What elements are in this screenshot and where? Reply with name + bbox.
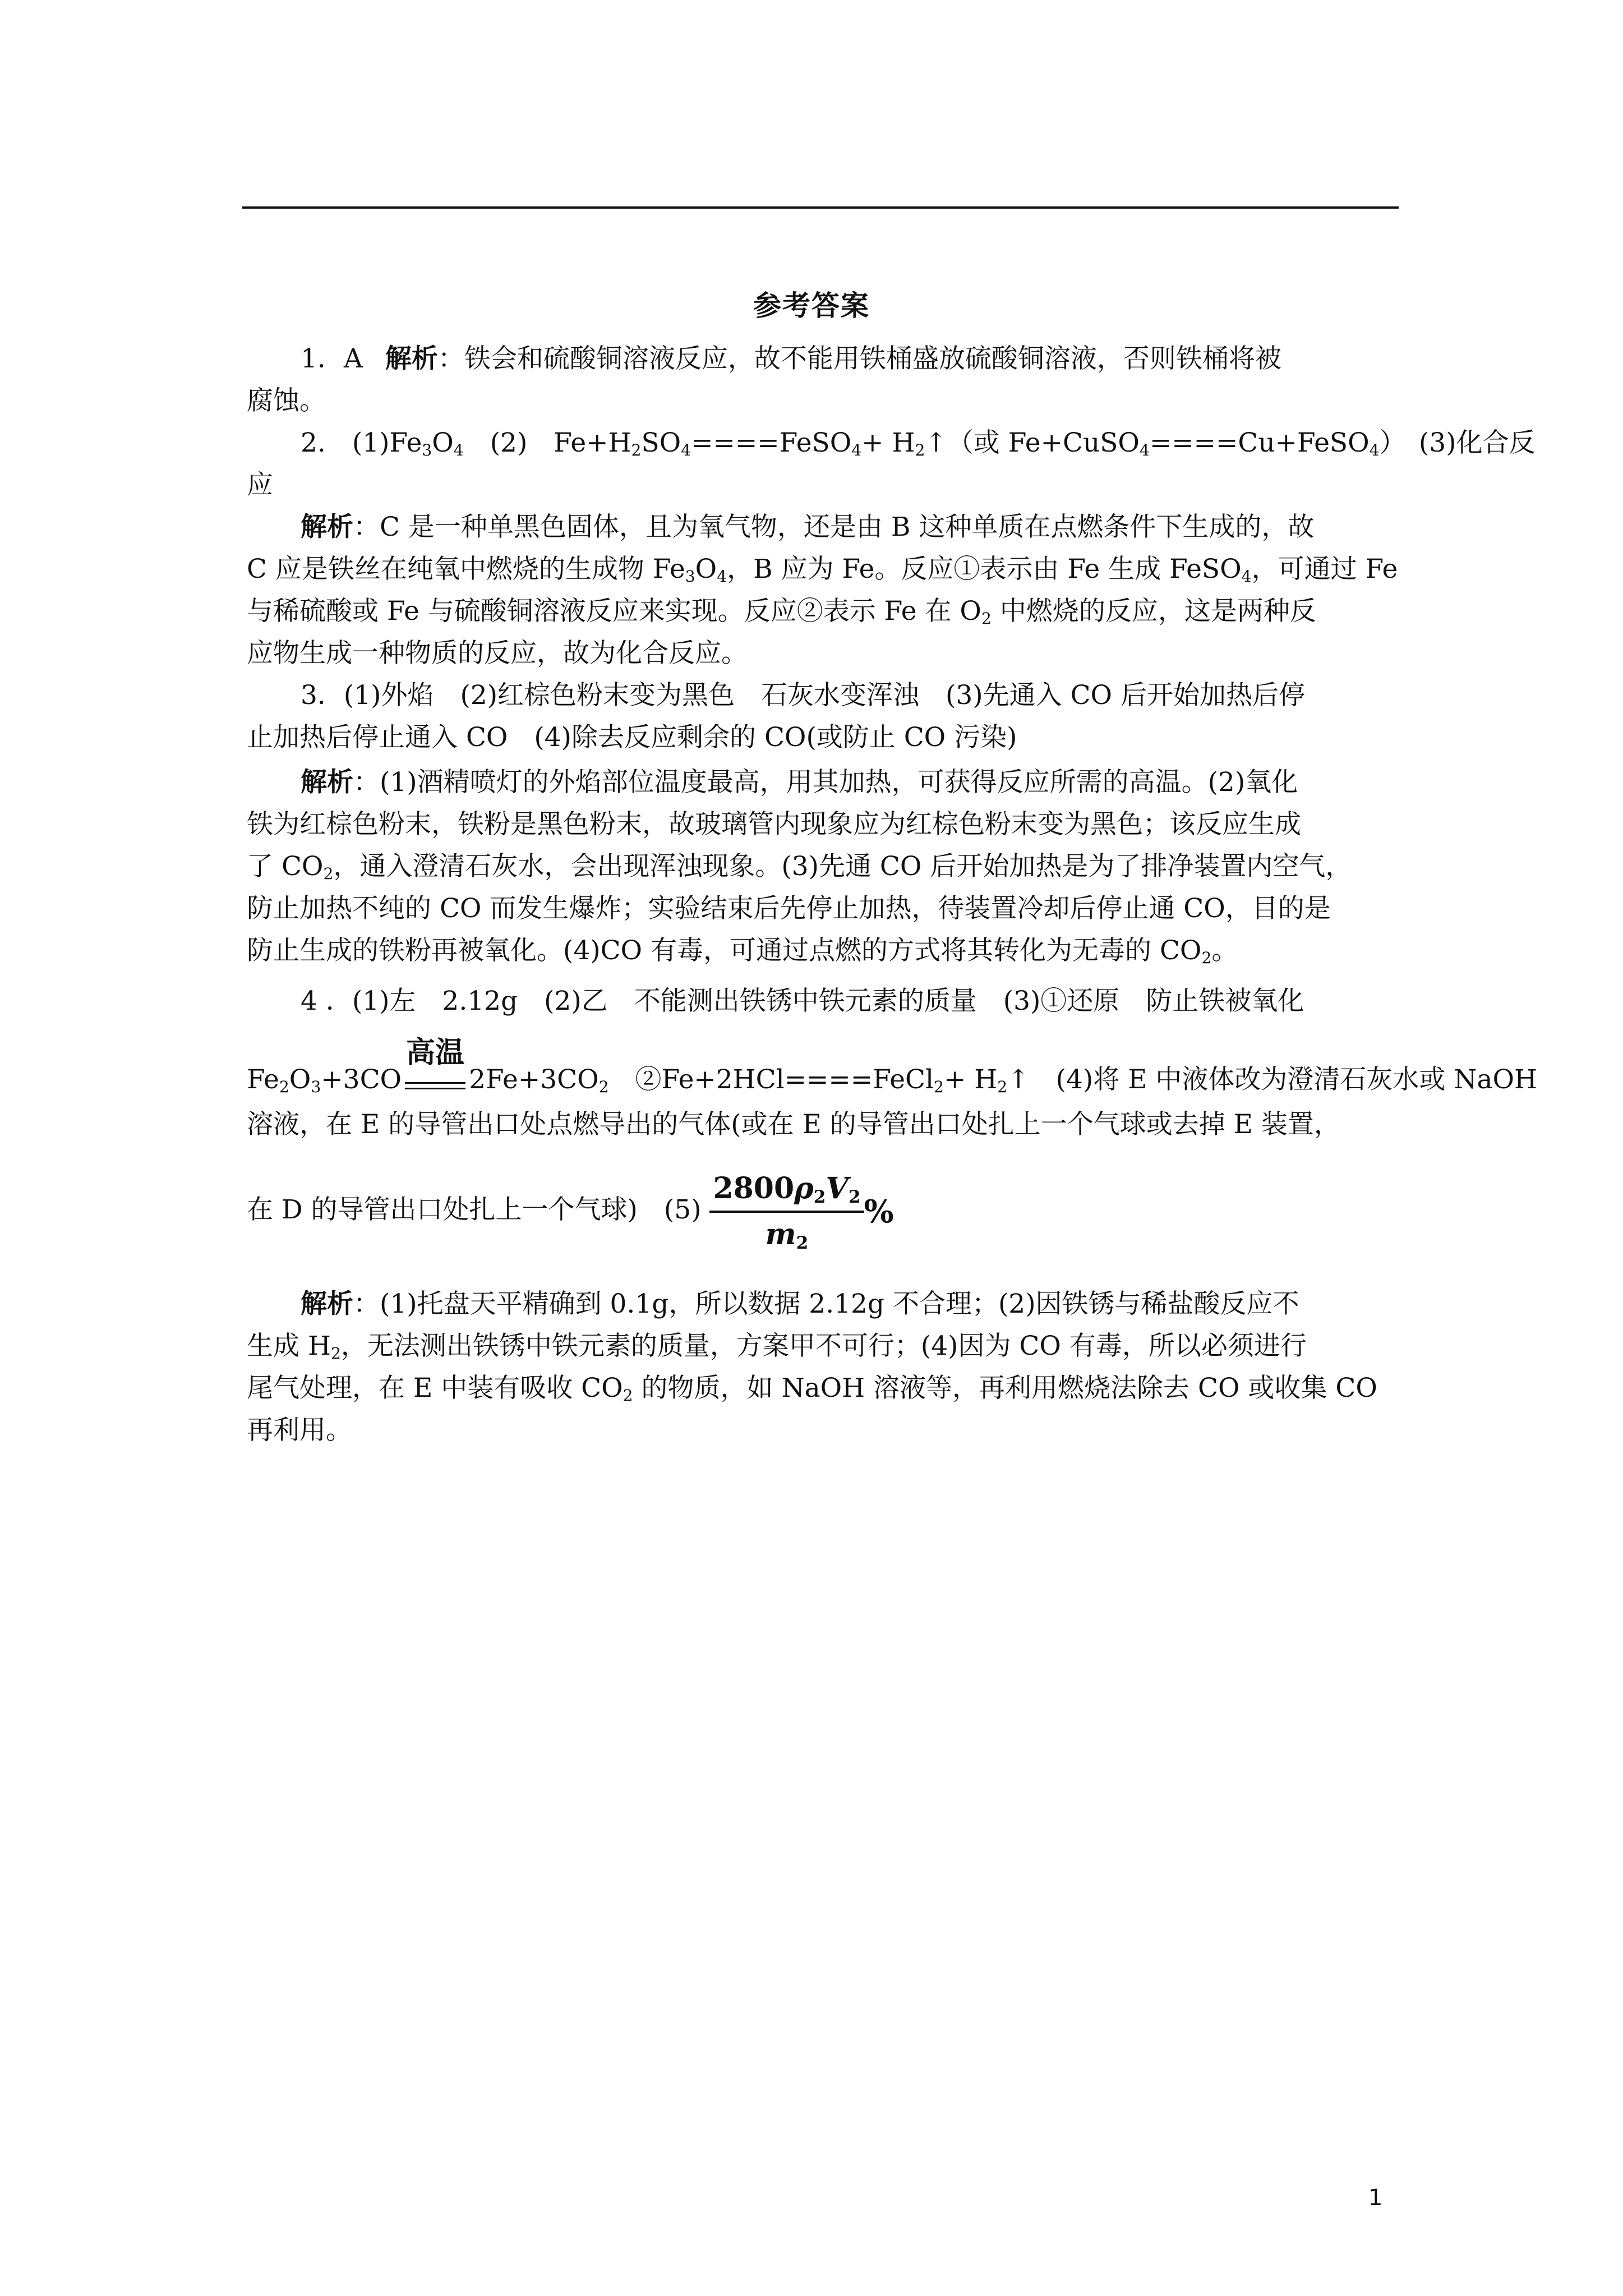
q1-number: 1．A: [301, 343, 363, 374]
q2-analysis-1: 解析：C 是一种单黑色固体，且为氧气物，还是由 B 这种单质在点燃条件下生成的，故: [301, 512, 1315, 542]
q3-analysis-4: 防止加热不纯的 CO 而发生爆炸；实验结束后先停止加热，待装置冷却后停止通 CO，目的是: [247, 893, 1331, 924]
q2-line-1: 2. $(1)Fe_3O_4$ (2) $Fe+H_2SO_4====FeSO_4+$ $H_2↑$（或 Fe+CuSO$_4$====Cu+FeSO$_4$） (3)化合反: [301, 427, 1536, 460]
q4-equation-line: $Fe_2O_3+3CO$ 高温 $2Fe+3CO_2$ ②Fe+2HCl====FeCl$_2$+ $H_2↑$ (4)将 E 中液体改为澄清石灰水或 NaOH: [247, 1057, 1537, 1102]
fraction-numerator: $2800\rho_2V_2$: [709, 1167, 864, 1213]
q1-line-2: 腐蚀。: [247, 385, 326, 416]
q2-analysis-2: C 应是铁丝在纯氧中燃烧的生成物 $Fe_3O_4$，B 应为 Fe。反应①表示由 Fe 生成 FeSO$_4$，可通过 Fe: [247, 554, 1398, 586]
page-number: 1: [1368, 2185, 1383, 2211]
q4-line-3: 溶液，在 E 的导管出口处点燃导出的气体(或在 E 的导管出口处扎上一个气球或去掉 E 装置，: [247, 1109, 1340, 1140]
q3-line-1: 3．(1)外焰 (2)红棕色粉末变为黑色 石灰水变浑浊 (3)先通入 CO 后开始加热后停: [301, 680, 1306, 711]
condition-label: 高温: [406, 1036, 465, 1070]
analysis-label: 解析: [385, 343, 438, 374]
q3-analysis-2: 铁为红棕色粉末，铁粉是黑色粉末，故玻璃管内现象应为红棕色粉末变为黑色；该反应生成: [247, 809, 1301, 840]
analysis-label: 解析: [301, 512, 353, 542]
q4-analysis-3: 尾气处理，在 E 中装有吸收 $CO_2$ 的物质，如 NaOH 溶液等，再利用燃烧法除去 CO 或收集 CO: [247, 1373, 1377, 1405]
percent-sign: %: [864, 1193, 894, 1230]
q3-analysis-3: 了 $CO_2$，通入澄清石灰水，会出现浑浊现象。(3)先通 CO 后开始加热是为了排净装置内空气，: [247, 851, 1352, 884]
q2-analysis-4: 应物生成一种物质的反应，故为化合反应。: [247, 638, 748, 669]
q3-analysis-5: 防止生成的铁粉再被氧化。(4)CO 有毒，可通过点燃的方式将其转化为无毒的 $CO_2$。: [247, 935, 1238, 968]
formula-fraction: [709, 1167, 864, 1257]
q4-analysis-2: 生成 $H_2$，无法测出铁锈中铁元素的质量，方案甲不可行；(4)因为 CO 有毒，所以必须进行: [247, 1331, 1307, 1363]
q4-line-4: 在 D 的导管出口处扎上一个气球) (5) $\frac{2800\rho_2V_2}{m_2}$ %: [247, 1167, 894, 1257]
header-rule: [242, 206, 1399, 209]
q3-line-2: 止加热后停止通入 CO (4)除去反应剩余的 CO(或防止 CO 污染): [247, 722, 1017, 753]
q4-analysis-1: 解析：(1)托盘天平精确到 0.1g，所以数据 2.12g 不合理；(2)因铁锈与稀盐酸反应不: [301, 1289, 1299, 1319]
page-title: 参考答案: [753, 289, 870, 322]
q4-analysis-4: 再利用。: [247, 1415, 352, 1446]
analysis-label: 解析: [301, 767, 353, 798]
q2-line-2: 应: [247, 470, 273, 500]
q2-analysis-3: 与稀硫酸或 Fe 与硫酸铜溶液反应来实现。反应②表示 Fe 在 $O_2$ 中燃烧的反应，这是两种反: [247, 596, 1316, 628]
fraction-denominator: $m_2$: [765, 1217, 809, 1253]
q1-line-1: [301, 337, 1281, 381]
analysis-label: 解析: [301, 1289, 353, 1319]
q1-analysis: ：铁会和硫酸铜溶液反应，故不能用铁桶盛放硫酸铜溶液，否则铁桶将被: [437, 343, 1281, 374]
q3-analysis-1: 解析：(1)酒精喷灯的外焰部位温度最高，用其加热，可获得反应所需的高温。(2)氧化: [301, 767, 1298, 798]
reaction-condition: [402, 1036, 469, 1102]
q4-line-1: 4 ．(1)左 2.12g (2)乙 不能测出铁锈中铁元素的质量 (3)①还原 防止铁被氧化: [301, 986, 1304, 1016]
